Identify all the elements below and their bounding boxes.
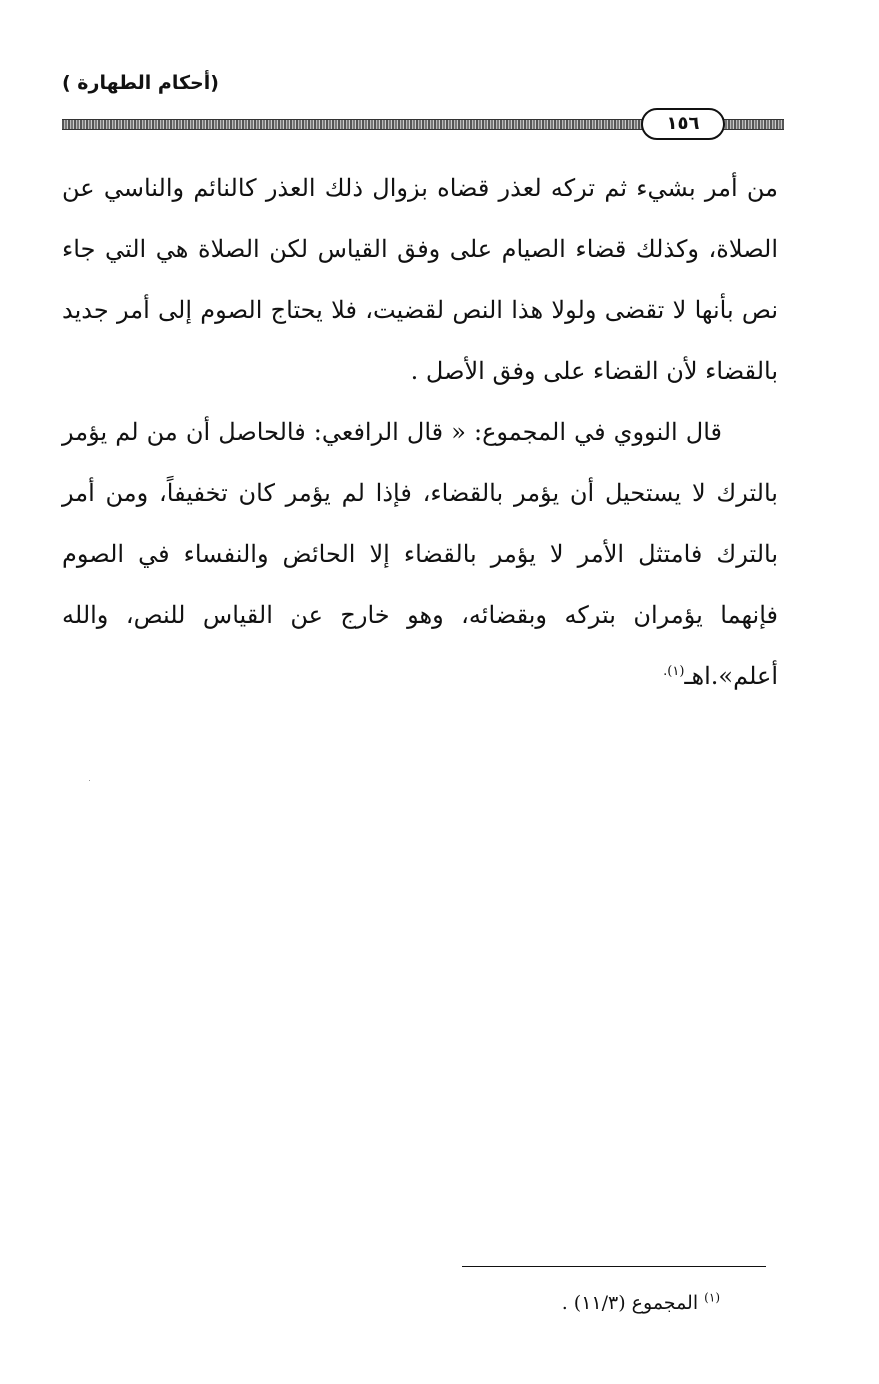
paragraph-with-footnote	[62, 402, 778, 707]
footnote-reference[interactable]: (١).	[663, 664, 685, 679]
paragraph: من أمر بشيء ثم تركه لعذر قضاه بزوال ذلك العذر كالنائم والناسي عن الصلاة، وكذلك قضاء الصيام على وفق القياس لكن الصلاة هي التي جاء نص بأنها لا تقضى ولولا هذا النص لقضيت، فلا يحتاج الصوم إلى أمر جديد بالقضاء لأن القضاء على وفق الأصل .	[62, 174, 778, 385]
paragraph-text: قال النووي في المجموع: « قال الرافعي: فالحاصل أن من لم يؤمر بالترك لا يستحيل أن يؤمر بالقضاء، فإذا لم يؤمر كان تخفيفاً، ومن أمر بالترك فامتثل الأمر لا يؤمر بالقضاء إلا الحائض والنفساء في الصوم فإنهما يؤمران بتركه وبقضائه، وهو خارج عن القياس للنص، والله أعلم».اهـ	[62, 418, 778, 690]
running-title: (أحكام الطهارة )	[62, 72, 219, 94]
footnote-marker: (١)	[704, 1290, 720, 1305]
footnote-text: المجموع (١١/٣) .	[561, 1292, 699, 1314]
page-number: ١٥٦	[641, 108, 725, 140]
body-text	[62, 158, 778, 707]
footnote-rule	[462, 1266, 766, 1267]
scan-speck	[89, 780, 90, 781]
footnote	[360, 1283, 720, 1323]
